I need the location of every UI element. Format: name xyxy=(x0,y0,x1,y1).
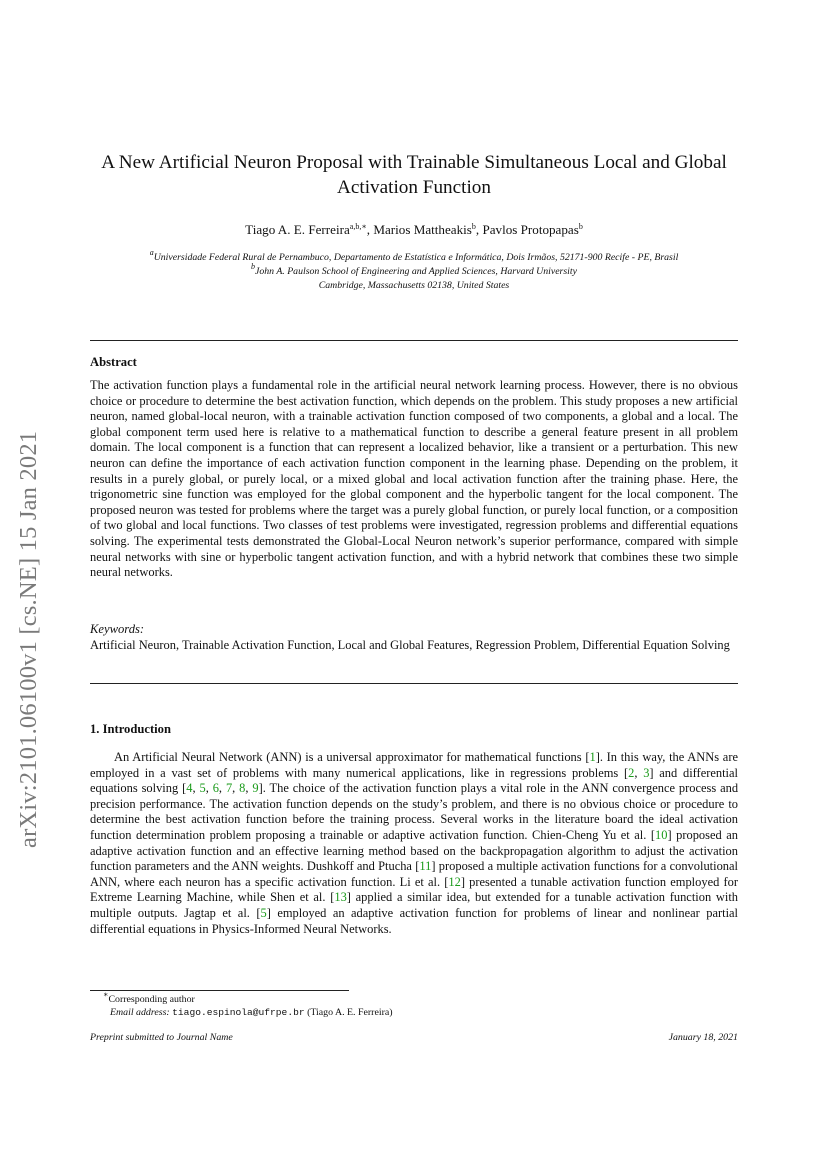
author-affiliation-mark: a,b,∗ xyxy=(349,222,367,231)
paper-title: A New Artificial Neuron Proposal with Trainable Simultaneous Local and Global Activation Function xyxy=(101,152,727,198)
citation-link[interactable]: 3 xyxy=(643,765,650,780)
author-name: Marios Mattheakis xyxy=(373,222,472,237)
introduction-text-run: ] employed an adaptive activation function for problems of linear and nonlinear partial differential equations in Physics-Informed Neural Networks. xyxy=(90,905,738,936)
introduction-text-run: ] presented a tunable activation function employed for Extreme Learning Machine, while Shen et al. [ xyxy=(90,874,738,905)
section-heading-introduction: 1. Introduction xyxy=(90,722,171,736)
introduction-text-run: , xyxy=(245,781,253,796)
affiliation-list xyxy=(90,248,738,294)
introduction-text-run: ] and differential equations solving [ xyxy=(90,765,738,796)
abstract-heading: Abstract xyxy=(90,355,137,369)
citation-link[interactable]: 6 xyxy=(212,781,219,796)
abstract-bottom-divider xyxy=(90,683,738,684)
top-divider xyxy=(90,340,738,341)
keywords-text: Artificial Neuron, Trainable Activation Function, Local and Global Features, Regression Problem, Differential Equation Solving xyxy=(90,638,730,652)
author-affiliation-mark: b xyxy=(578,222,583,231)
introduction-text-run: An Artificial Neural Network (ANN) is a universal approximator for mathematical functions xyxy=(114,750,586,764)
affiliation-mark: a xyxy=(149,248,154,257)
introduction-text-run: ] proposed an adaptive activation function and an effective learning method based on the backpropagation algorithm to adjust the activation function parameters and the ANN weights. Dushkoff and Ptucha [ xyxy=(90,827,738,874)
introduction-text-run: ] proposed a multiple activation functions for a convolutional ANN, where each neuron has a specific activation function. Li et al. [ xyxy=(90,859,738,889)
affiliation-line xyxy=(90,262,738,279)
email-address-link[interactable]: tiago.espinola@ufrpe.br xyxy=(172,1007,305,1018)
affiliation-text: Cambridge, Massachusetts 02138, United States xyxy=(318,280,510,292)
affiliation-line xyxy=(90,279,738,293)
email-label: Email address: xyxy=(110,1007,170,1018)
citation-link[interactable]: 9 xyxy=(252,781,259,796)
introduction-text-run: , xyxy=(218,781,226,796)
introduction-text-run: , xyxy=(205,781,213,796)
introduction-paragraph xyxy=(90,750,738,937)
email-footnote xyxy=(110,1006,758,1019)
keywords-heading: Keywords: xyxy=(90,622,145,636)
citation-link[interactable]: 10 xyxy=(655,827,668,842)
affiliation-text: Universidade Federal Rural de Pernambuco, Departamento de Estatística e Informática, Dois Irmãos, 52171-900 Recife - PE, Brasil xyxy=(153,252,679,263)
affiliation-line xyxy=(90,248,738,265)
citation-link[interactable]: 12 xyxy=(448,874,461,889)
preprint-notice: Preprint submitted to Journal Name xyxy=(90,1032,233,1043)
corresponding-author-label: Corresponding author xyxy=(108,994,195,1005)
citation-link[interactable]: 13 xyxy=(334,890,347,905)
citation-link[interactable]: 5 xyxy=(199,781,206,796)
introduction-text-run: , xyxy=(634,765,644,780)
preprint-date: January 18, 2021 xyxy=(668,1032,738,1043)
author-name: Tiago A. E. Ferreira xyxy=(245,222,350,237)
arxiv-identifier: arXiv:2101.06100v1 [cs.NE] 15 Jan 2021 xyxy=(15,430,42,848)
footnote-divider xyxy=(90,990,349,991)
citation-link[interactable]: 4 xyxy=(186,781,193,796)
introduction-text-run: , xyxy=(232,781,240,796)
author-list: Tiago A. E. Ferreira$^{a,b,∗}$, Marios Mattheakis$^b$, Pavlos Protopapas$^b$ xyxy=(245,222,583,237)
affiliation-mark: b xyxy=(251,262,255,272)
corresponding-author-footnote xyxy=(103,990,751,1006)
abstract-text: The activation function plays a fundamental role in the artificial neural network learning process. However, there is no obvious choice or procedure to determine the best activation function, which depends on the problem. This study proposes a new artificial neuron, named global-local neuron, with a trainable activation function composed of two components, a global and a local. The global component term used here is relative to a mathematical function to describe a general feature present in all problem domain. The local component is a function that can represent a localized behavior, like a transient or a perturbation. This new neuron can define the importance of each activation function component in the learning phase. Depending on the problem, it results in a purely global, or purely local, or a mixed global and local activation function after the training phase. Here, the trigonometric sine function was employed for the global component and the hyperbolic tangent for the local component. The proposed neuron was tested for problems where the target was a purely global function, or purely local function, or a composition of two global and local functions. Two classes of test problems were investigated, regression problems and differential equations solving. The experimental tests demonstrated the Global-Local Neuron network’s superior performance, compared with simple neural networks with sine or hyperbolic tangent activation function, and with a hybrid network that combines these two simple neural networks. xyxy=(90,378,738,580)
citation-link[interactable]: 5 xyxy=(260,905,267,920)
introduction-text-run: ]. The choice of the activation function plays a vital role in the ANN convergence process and precision performance. The activation function depends on the study’s problem, and there is no obvious choice or procedure to determine the best activation function before the training process. Several works in the literature board the ideal activation function determination problem proposing a trainable or adaptive activation function. Chien-Cheng Yu et al. [ xyxy=(90,781,739,842)
introduction-text-run: , xyxy=(192,781,200,796)
citation-link[interactable]: 8 xyxy=(239,781,246,796)
citation-link[interactable]: 7 xyxy=(225,781,233,796)
introduction-text-run: ]. In this way, the ANNs are employed in a vast set of problems with many numerical applications, like in regressions problems [ xyxy=(90,750,738,780)
introduction-text-run: ] applied a similar idea, but extended for a tunable activation function with multiple outputs. Jagtap et al. [ xyxy=(90,890,738,920)
citation-link[interactable]: 2 xyxy=(628,765,635,780)
footnote-mark: ∗ xyxy=(103,990,109,999)
email-owner: (Tiago A. E. Ferreira) xyxy=(307,1007,393,1018)
introduction-text-run: [ xyxy=(585,750,590,764)
citation-link[interactable]: 1 xyxy=(589,750,596,764)
affiliation-text: John A. Paulson School of Engineering and Applied Sciences, Harvard University xyxy=(255,266,577,278)
author-name: Pavlos Protopapas xyxy=(482,222,579,237)
citation-link[interactable]: 11 xyxy=(419,859,432,874)
author-affiliation-mark: b xyxy=(471,222,476,231)
